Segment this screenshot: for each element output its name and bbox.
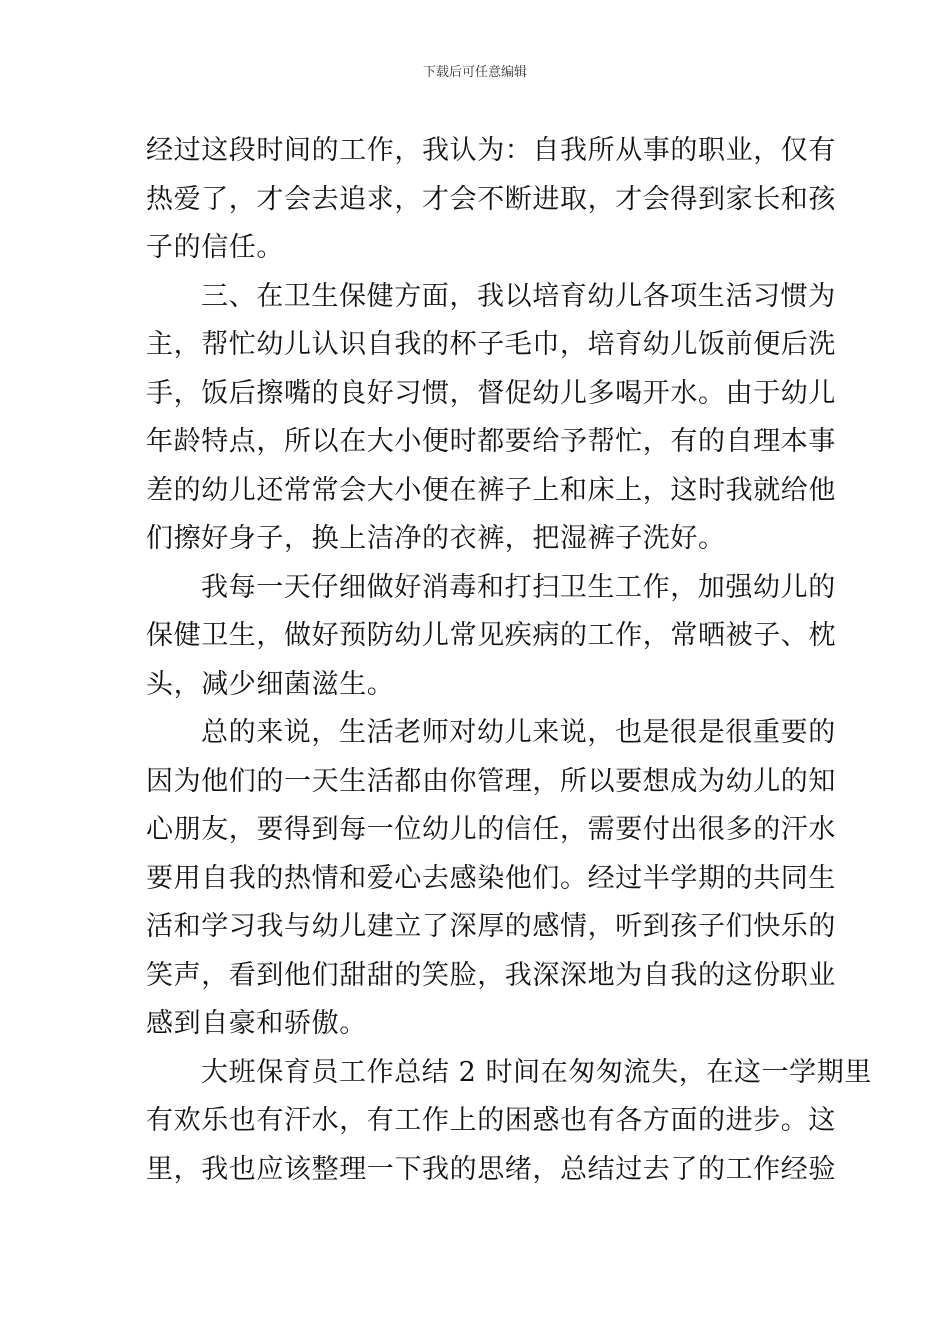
- text-line: 热爱了，才会去追求，才会不断进取，才会得到家长和孩: [146, 183, 836, 215]
- paragraph: [146, 273, 836, 564]
- text-line: 心朋友，要得到每一位幼儿的信任，需要付出很多的汗水: [146, 814, 836, 845]
- text-line: 头，减少细菌滋生。: [146, 668, 395, 700]
- paragraph: [146, 709, 836, 1049]
- text-line: 差的幼儿还常常会大小便在裤子上和床上，这时我就给他: [146, 474, 836, 506]
- text-line: 活和学习我与幼儿建立了深厚的感情，听到孩子们快乐的: [146, 911, 836, 942]
- text-line: 总的来说，生活老师对幼儿来说，也是很是很重要的: [201, 717, 836, 748]
- text-line: 我每一天仔细做好消毒和打扫卫生工作，加强幼儿的: [201, 571, 836, 603]
- text-line: 保健卫生，做好预防幼儿常见疾病的工作，常晒被子、枕: [146, 620, 836, 651]
- text-line: 年龄特点，所以在大小便时都要给予帮忙，有的自理本事: [146, 426, 836, 457]
- text-line: 手，饭后擦嘴的良好习惯，督促幼儿多喝开水。由于幼儿: [146, 377, 836, 409]
- text-line: 感到自豪和骄傲。: [146, 1008, 367, 1039]
- text-line: 里，我也应该整理一下我的思绪，总结过去了的工作经验: [146, 1153, 836, 1185]
- text-line: 子的信任。: [146, 232, 284, 263]
- paragraph: [146, 564, 836, 710]
- text-line: 经过这段时间的工作，我认为：自我所从事的职业，仅有: [146, 135, 836, 166]
- text-line: 三、在卫生保健方面，我以培育幼儿各项生活习惯为: [201, 280, 836, 312]
- text-line: 主，帮忙幼儿认识自我的杯子毛巾，培育幼儿饭前便后洗: [146, 329, 836, 360]
- text-line: 有欢乐也有汗水，有工作上的困惑也有各方面的进步。这: [146, 1105, 836, 1136]
- text-line: 笑声，看到他们甜甜的笑脸，我深深地为自我的这份职业: [146, 959, 836, 991]
- paragraph: [146, 127, 836, 273]
- text-line: 要用自我的热情和爱心去感染他们。经过半学期的共同生: [146, 862, 836, 894]
- page-header: 下载后可任意编辑: [422, 65, 527, 80]
- text-line: 大班保育员工作总结 2 时间在匆匆流失，在这一学期里: [201, 1056, 872, 1088]
- text-line: 因为他们的一天生活都由你管理，所以要想成为幼儿的知: [146, 765, 836, 797]
- paragraph: [146, 1049, 872, 1195]
- text-line: 们擦好身子，换上洁净的衣裤，把湿裤子洗好。: [146, 523, 726, 554]
- document-body: [146, 127, 872, 1194]
